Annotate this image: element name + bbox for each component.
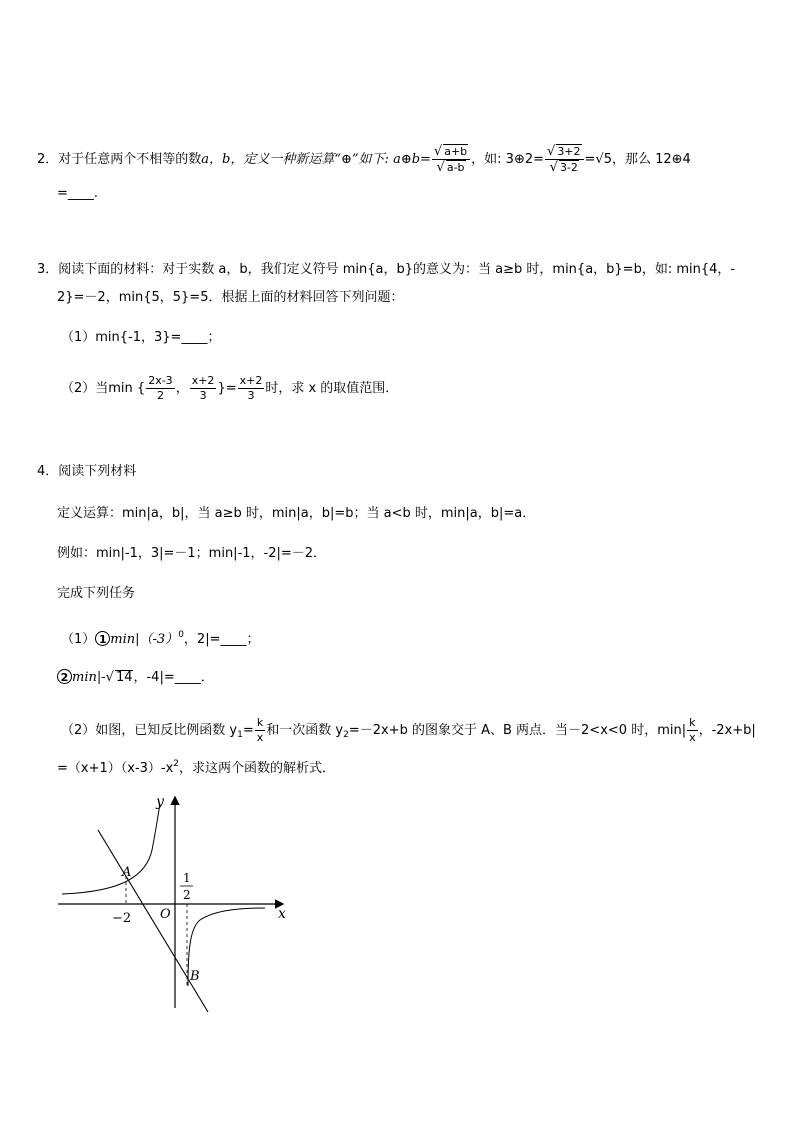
q3-part1: （1）min{-1，3}=____；	[61, 330, 221, 345]
q2-example-lead: ，如: 3⊕2=	[471, 152, 545, 167]
half-denominator: 2	[183, 888, 191, 902]
tick-neg-two: −2	[112, 911, 132, 926]
q4-part2-line1: （2）如图，已知反比例函数 $y_1=$ $\frac{k}{x}$ 和一次函数 $y_2=-2x+b$ 的图象交于 A、B 两点．当－2<x<0 时，min| $\frac{k}{x}$ ，-2x+b|	[61, 716, 756, 744]
q4-part2-line2: $=(x+1)(x-3)-x^2$，求这两个函数的解析式．	[57, 759, 336, 776]
circled-one-marker: 1	[95, 631, 110, 646]
q3-part2	[61, 374, 398, 403]
q2-example-fraction: $\frac{√ 3+2}{√ 3-2}$	[545, 144, 584, 175]
q2-formula-fraction: $\frac{√ a+b}{√ a-b}$	[432, 144, 470, 175]
q3-part2-frac2: $\frac{x+2}{3}$	[191, 374, 215, 402]
q2-prefix: 2．对于任意两个不相等的数	[37, 152, 202, 167]
half-numerator: 1	[183, 871, 191, 885]
circled-two-marker: 2	[57, 669, 72, 684]
q2-example-tail: ，那么 12⊕4	[611, 152, 691, 167]
q3-line2: 2}=－2，min{5，5}=5．根据上面的材料回答下列问题：	[57, 290, 404, 305]
q2-text-ab: a，b，定义一种新运算“⊕”如下:	[201, 152, 389, 167]
point-b-label: B	[190, 969, 200, 984]
q2-formula-lhs: a⊕b=	[393, 152, 431, 167]
x-axis-label: x	[278, 906, 286, 922]
q3-part2-tail: 时，求 x 的取值范围．	[265, 381, 399, 396]
q4-part1b-radicand: 14	[115, 670, 133, 685]
q4-part1: （1） 1 $\min|(-3)^0$，2|=____；	[61, 630, 260, 647]
y-axis-label: y	[156, 794, 164, 810]
q2-line2: =____.	[57, 186, 99, 201]
q2-line1	[37, 144, 691, 175]
q4-k-over-x: $\frac{k}{x}$	[256, 716, 264, 744]
q3-line1: 3．阅读下面的材料：对于实数 a，b，我们定义符号 min{a，b}的意义为：当 a≥b 时，min{a，b}=b，如: min{4，-	[37, 262, 736, 277]
function-graph-figure	[50, 790, 310, 1020]
q4-example: 例如：min|-1，3|=－1；min|-1，-2|=－2．	[57, 546, 327, 561]
point-a-label: A	[122, 865, 132, 880]
q4-k-over-x-2: $\frac{k}{x}$	[689, 716, 696, 744]
q3-part2-sep: ，	[175, 381, 189, 396]
q4-definition: 定义运算：min|a，b|，当 a≥b 时，min|a，b|=b；当 a<b 时，min|a，b|=a．	[57, 506, 536, 521]
q4-part1-b: 2 min|-√ 14，-4|=____．	[57, 669, 214, 686]
q4-task: 完成下列任务	[57, 586, 136, 601]
hyperbola-branch-upper-left	[62, 804, 160, 894]
origin-label: O	[160, 907, 171, 922]
q3-part2-frac1: $\frac{2x-3}{2}$	[148, 374, 173, 402]
q3-part2-frac3: $\frac{x+2}{3}$	[239, 374, 263, 402]
q3-part2-mid: }=	[217, 381, 237, 396]
q2-example-result: =√5	[584, 152, 612, 167]
q4-title: 4．阅读下列材料	[37, 464, 137, 479]
q3-part2-lead: （2）当min {	[61, 381, 146, 396]
